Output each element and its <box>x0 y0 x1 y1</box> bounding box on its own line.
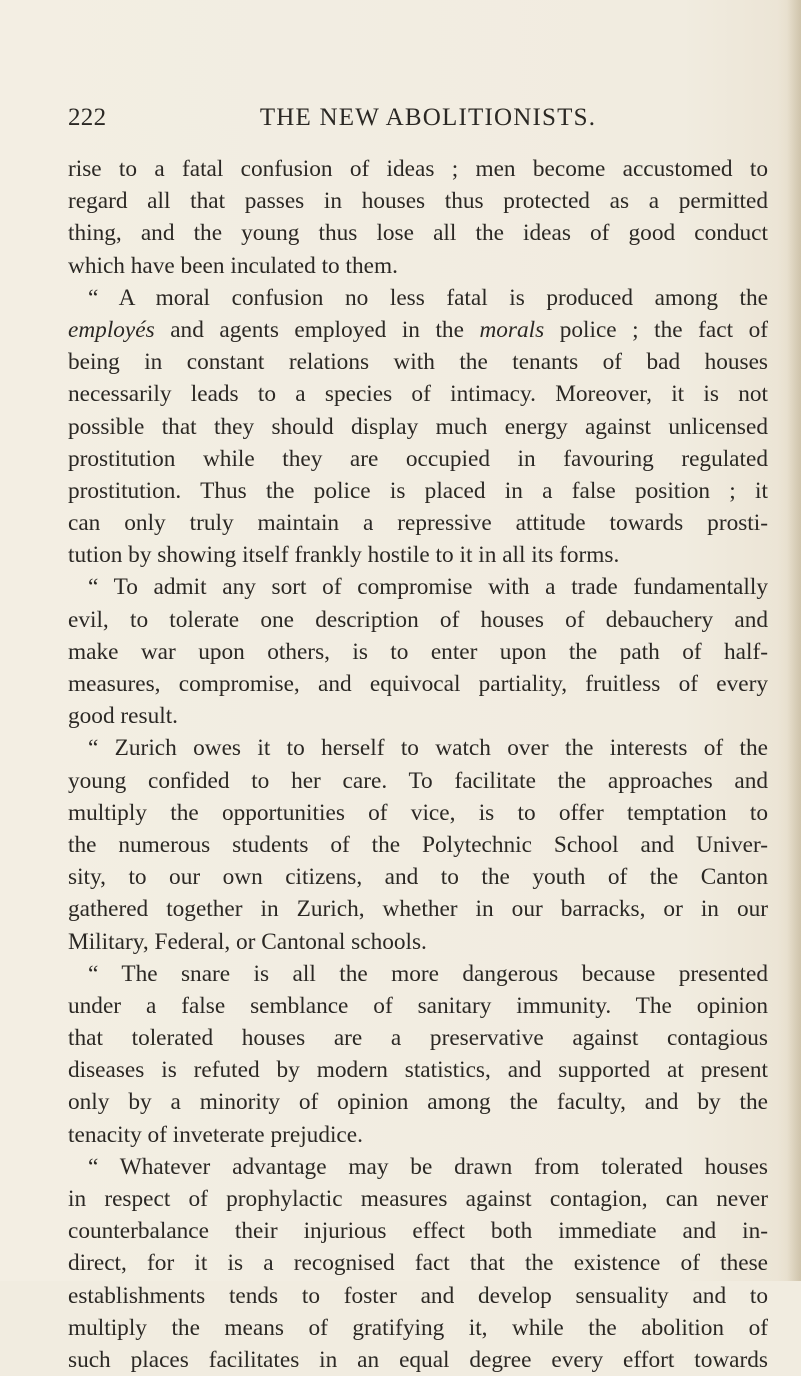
text-line: in respect of prophylactic measures against contagion, can never <box>68 1186 768 1212</box>
text-line: multiply the opportunities of vice, is to offer temptation to <box>68 799 768 826</box>
text-line: counterbalance their injurious effect both immediate and in- <box>68 1218 768 1245</box>
text-line: regard all that passes in houses thus protected as a permitted <box>68 188 768 215</box>
text-line: prostitution. Thus the police is placed in a false position ; it <box>68 477 768 504</box>
text-line: young confided to her care. To facilitate the approaches and <box>68 767 768 794</box>
text-line: thing, and the young thus lose all the ideas of good conduct <box>68 220 768 247</box>
text-line: measures, compromise, and equivocal partiality, fruitless of every <box>68 671 768 697</box>
text-line: necessarily leads to a species of intimacy. Moreover, it is not <box>68 381 768 408</box>
text-line: “ Zurich owes it to herself to watch over the interests of the <box>88 735 768 762</box>
page-number: 222 <box>68 104 107 131</box>
text-line: sity, to our own citizens, and to the youth of the Canton <box>68 864 768 891</box>
text-line: multiply the means of gratifying it, while the abolition of <box>68 1314 768 1341</box>
text-line: good result. <box>68 703 179 730</box>
text-line: prostitution while they are occupied in favouring regulated <box>68 445 768 472</box>
text-line: diseases is refuted by modern statistics, and supported at present <box>68 1057 768 1084</box>
text-line: tution by showing itself frankly hostile to it in all its forms. <box>68 542 620 569</box>
text-line: establishments tends to foster and develop sensuality and to <box>68 1282 768 1309</box>
text-line: rise to a fatal confusion of ideas ; men become accustomed to <box>68 156 768 182</box>
text-line: “ Whatever advantage may be drawn from tolerated houses <box>88 1153 768 1180</box>
body-text <box>68 153 768 1376</box>
text-line: tenacity of inveterate prejudice. <box>68 1121 363 1148</box>
text-line: that tolerated houses are a preservative against contagious <box>68 1025 768 1052</box>
page-edge-shadow <box>787 0 801 1281</box>
text-line: such places facilitates in an equal degree every effort towards <box>68 1346 768 1373</box>
text-line: gathered together in Zurich, whether in our barracks, or in our <box>68 896 768 923</box>
text-line: direct, for it is a recognised fact that the existence of these <box>68 1250 768 1277</box>
running-title: THE NEW ABOLITIONISTS. <box>259 104 597 131</box>
text-line: can only truly maintain a repressive attitude towards prosti- <box>68 510 768 537</box>
text-line: employés and agents employed in the morals police ; the fact of <box>68 316 768 343</box>
text-line: being in constant relations with the tenants of bad houses <box>68 349 768 376</box>
text-line: “ The snare is all the more dangerous because presented <box>88 960 768 987</box>
text-line: under a false semblance of sanitary immunity. The opinion <box>68 992 768 1019</box>
text-line: make war upon others, is to enter upon the path of half- <box>68 638 768 665</box>
text-line: “ A moral confusion no less fatal is produced among the <box>88 284 768 311</box>
text-line: the numerous students of the Polytechnic School and Univer- <box>68 831 768 858</box>
text-line: which have been inculated to them. <box>68 252 398 279</box>
page-header <box>68 104 748 138</box>
text-line: Military, Federal, or Cantonal schools. <box>68 928 427 955</box>
text-line: evil, to tolerate one description of houses of debauchery and <box>68 606 768 633</box>
text-line: possible that they should display much energy against unlicensed <box>68 413 768 440</box>
text-line: “ To admit any sort of compromise with a trade fundamentally <box>88 574 768 601</box>
text-line: only by a minority of opinion among the faculty, and by the <box>68 1089 768 1116</box>
